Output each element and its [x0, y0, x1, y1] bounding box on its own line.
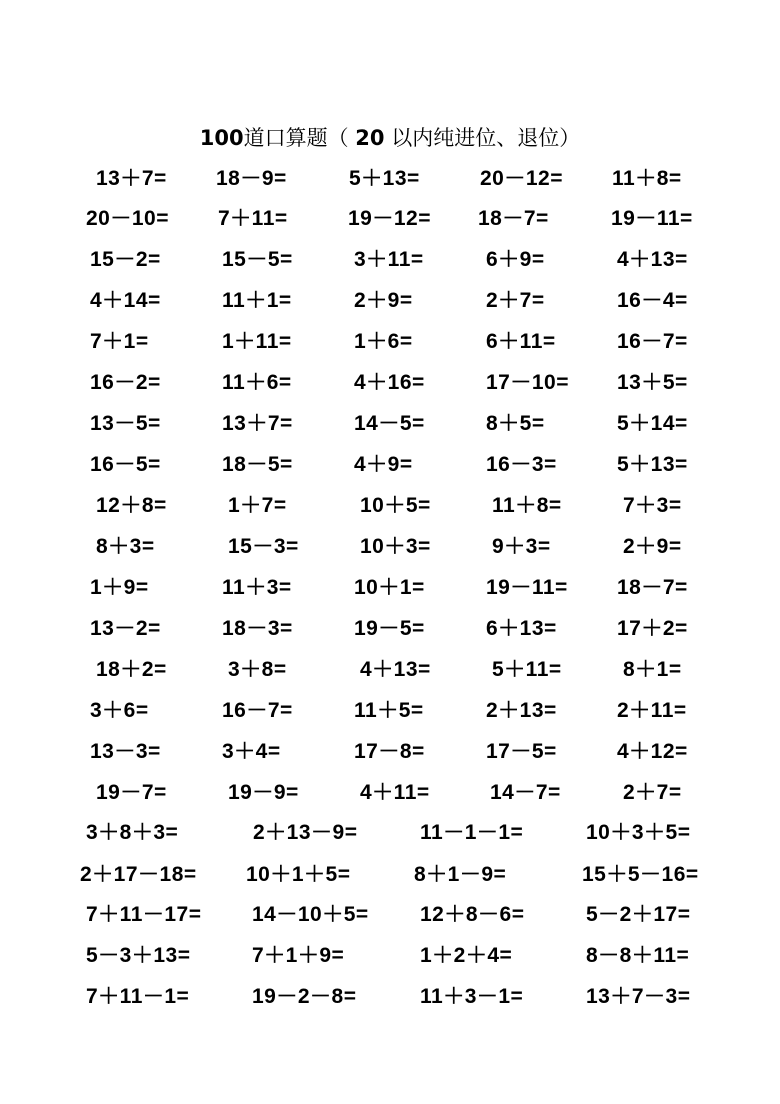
problem-item: 4＋9=	[354, 453, 413, 476]
problem-item: 16－4=	[617, 289, 688, 312]
problem-item: 6＋13=	[486, 617, 557, 640]
problem-row	[0, 778, 780, 808]
problem-item: 13＋7=	[96, 167, 167, 190]
problem-item: 18－5=	[222, 453, 293, 476]
problem-item: 1＋2＋4=	[420, 944, 513, 967]
problem-item: 3＋8=	[228, 658, 287, 681]
problem-row	[0, 818, 780, 848]
problem-item: 5＋13=	[349, 167, 420, 190]
problem-item: 4＋12=	[617, 740, 688, 763]
problem-item: 2＋17－18=	[80, 863, 197, 886]
problem-item: 17－8=	[354, 740, 425, 763]
problem-item: 16－3=	[486, 453, 557, 476]
problem-item: 10＋3=	[360, 535, 431, 558]
problem-item: 12＋8=	[96, 494, 167, 517]
problem-item: 3＋8＋3=	[86, 821, 179, 844]
problem-item: 11＋8=	[612, 167, 682, 190]
problem-item: 16－7=	[617, 330, 688, 353]
problem-row	[0, 286, 780, 316]
title-range: 20	[355, 126, 385, 150]
problem-item: 10＋5=	[360, 494, 431, 517]
problem-item: 11＋3=	[222, 576, 292, 599]
problem-item: 19－5=	[354, 617, 425, 640]
problem-item: 1＋7=	[228, 494, 287, 517]
problem-item: 11＋5=	[354, 699, 424, 722]
problem-item: 17＋2=	[617, 617, 688, 640]
problem-item: 5－2＋17=	[586, 903, 691, 926]
problem-item: 12＋8－6=	[420, 903, 525, 926]
problem-item: 20－10=	[86, 207, 169, 230]
problem-item: 8－8＋11=	[586, 944, 690, 967]
problem-item: 18－7=	[617, 576, 688, 599]
problem-item: 8＋5=	[486, 412, 545, 435]
problem-item: 10＋1=	[354, 576, 425, 599]
problem-row	[0, 655, 780, 685]
problem-row	[0, 860, 780, 890]
page-title	[0, 122, 780, 152]
problem-row	[0, 164, 780, 194]
problem-item: 19－7=	[96, 781, 167, 804]
title-count: 100	[199, 126, 244, 150]
problem-item: 3＋11=	[354, 248, 424, 271]
problem-item: 3＋4=	[222, 740, 281, 763]
problem-item: 4＋16=	[354, 371, 425, 394]
problem-item: 19－11=	[611, 207, 693, 230]
problem-item: 7＋11－17=	[86, 903, 202, 926]
problem-item: 10＋3＋5=	[586, 821, 691, 844]
problem-item: 16－7=	[222, 699, 293, 722]
problem-item: 4＋14=	[90, 289, 161, 312]
problem-item: 4＋11=	[360, 781, 430, 804]
problem-row	[0, 245, 780, 275]
problem-row	[0, 614, 780, 644]
problem-item: 2＋7=	[486, 289, 545, 312]
problem-item: 11＋3－1=	[420, 985, 524, 1008]
problem-item: 11＋8=	[492, 494, 562, 517]
problem-row	[0, 204, 780, 234]
problem-row	[0, 900, 780, 930]
problem-row	[0, 450, 780, 480]
problem-item: 8＋1=	[623, 658, 682, 681]
problem-item: 5＋13=	[617, 453, 688, 476]
problem-row	[0, 982, 780, 1012]
problem-item: 2＋9=	[354, 289, 413, 312]
problem-item: 10＋1＋5=	[246, 863, 351, 886]
problem-item: 5＋11=	[492, 658, 562, 681]
problem-row	[0, 696, 780, 726]
problem-item: 6＋9=	[486, 248, 545, 271]
problem-row	[0, 532, 780, 562]
problem-item: 2＋7=	[623, 781, 682, 804]
problem-item: 8＋3=	[96, 535, 155, 558]
problem-item: 15＋5－16=	[582, 863, 699, 886]
problem-item: 11－1－1=	[420, 821, 524, 844]
problem-row	[0, 368, 780, 398]
problem-item: 7＋1=	[90, 330, 149, 353]
problem-item: 20－12=	[480, 167, 563, 190]
problem-item: 17－10=	[486, 371, 569, 394]
problem-row	[0, 491, 780, 521]
problem-item: 2＋11=	[617, 699, 687, 722]
problem-item: 18－3=	[222, 617, 293, 640]
problem-item: 14－5=	[354, 412, 425, 435]
problem-item: 2＋13=	[486, 699, 557, 722]
title-text-2: 以内纯进位、退位）	[384, 126, 581, 150]
problem-item: 1＋6=	[354, 330, 413, 353]
problem-row	[0, 573, 780, 603]
problem-item: 5－3＋13=	[86, 944, 191, 967]
problem-item: 13＋5=	[617, 371, 688, 394]
problem-item: 14－7=	[490, 781, 561, 804]
problem-row	[0, 327, 780, 357]
problem-item: 3＋6=	[90, 699, 149, 722]
problem-item: 13＋7=	[222, 412, 293, 435]
problem-item: 9＋3=	[492, 535, 551, 558]
problem-item: 16－5=	[90, 453, 161, 476]
problem-item: 13－5=	[90, 412, 161, 435]
problem-item: 2＋9=	[623, 535, 682, 558]
problem-row	[0, 409, 780, 439]
problem-row	[0, 941, 780, 971]
problem-item: 15－2=	[90, 248, 161, 271]
problem-item: 19－2－8=	[252, 985, 357, 1008]
problem-item: 5＋14=	[617, 412, 688, 435]
problem-item: 19－9=	[228, 781, 299, 804]
title-text-1: 道口算题（	[243, 126, 356, 150]
problem-item: 1＋11=	[222, 330, 292, 353]
problem-item: 4＋13=	[617, 248, 688, 271]
problem-item: 7＋11=	[218, 207, 288, 230]
problem-item: 1＋9=	[90, 576, 149, 599]
problem-item: 11＋6=	[222, 371, 292, 394]
problem-item: 15－3=	[228, 535, 299, 558]
problem-item: 2＋13－9=	[253, 821, 358, 844]
problem-item: 13＋7－3=	[586, 985, 691, 1008]
problem-item: 7＋11－1=	[86, 985, 190, 1008]
problem-item: 18＋2=	[96, 658, 167, 681]
problem-item: 18－7=	[478, 207, 549, 230]
problem-item: 19－12=	[348, 207, 431, 230]
problem-item: 6＋11=	[486, 330, 556, 353]
problem-row	[0, 737, 780, 767]
problem-item: 16－2=	[90, 371, 161, 394]
problem-item: 19－11=	[486, 576, 568, 599]
problem-item: 13－2=	[90, 617, 161, 640]
problem-item: 13－3=	[90, 740, 161, 763]
problem-item: 18－9=	[216, 167, 287, 190]
problem-item: 4＋13=	[360, 658, 431, 681]
problem-item: 15－5=	[222, 248, 293, 271]
problem-item: 7＋3=	[623, 494, 682, 517]
problem-item: 17－5=	[486, 740, 557, 763]
problem-item: 11＋1=	[222, 289, 292, 312]
problem-item: 14－10＋5=	[252, 903, 369, 926]
problem-item: 8＋1－9=	[414, 863, 507, 886]
problem-item: 7＋1＋9=	[252, 944, 345, 967]
